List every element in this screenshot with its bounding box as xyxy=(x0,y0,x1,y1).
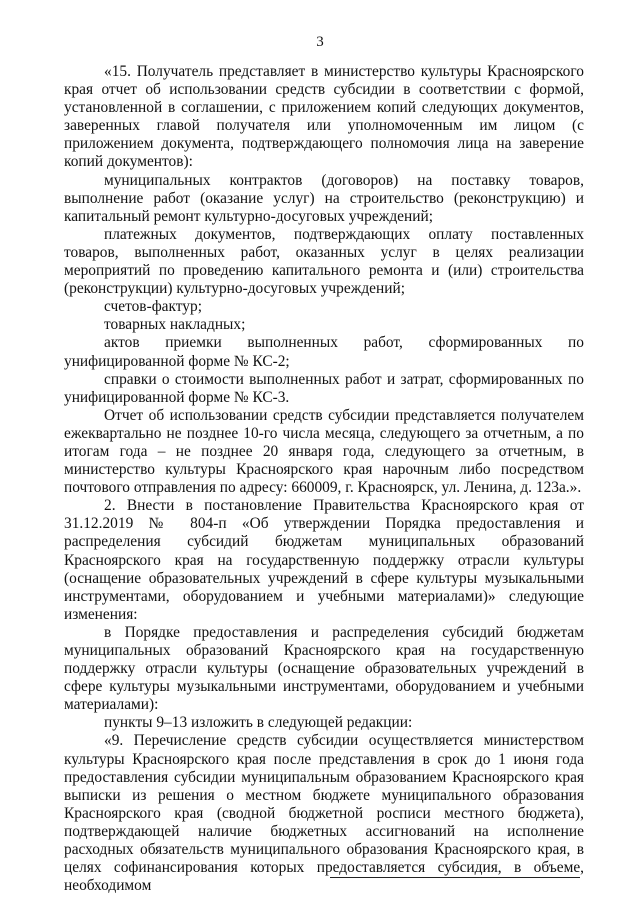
footer-divider xyxy=(330,877,580,878)
paragraph-contracts: муниципальных контрактов (договоров) на поставку товаров, выполнение работ (оказание услуг) на строительство (реконструкцию) и капитальный ремонт культурно-досуговых учреждений; xyxy=(64,171,584,225)
paragraph-acts-ks2: актов приемки выполненных работ, сформированных по унифицированной форме № КС-2; xyxy=(64,334,584,370)
paragraph-item-2: 2. Внести в постановление Правительства Красноярского края от 31.12.2019 № 804-п «Об утверждении Порядка предоставления и распределения субсидий бюджетам муниципальных образований Красноярского края на государственную поддержку отрасли культуры (оснащение образовательных учреждений в сфере культуры музыкальными инструментами, оборудованием и учебными материалами)» следующие изменения: xyxy=(64,497,584,623)
paragraph-item-9: «9. Перечисление средств субсидии осуществляется министерством культуры Красноярского края после представления в срок до 1 июня года предоставления субсидии муниципальным образованием Красноярского края выписки из решения о местном бюджете муниципального образования Красноярского края (сводной бюджетной росписи местного бюджета), подтверждающей наличие бюджетных ассигнований на исполнение расходных обязательств муниципального образования Красноярского края, в целях софинансирования которых предоставляется субсидия, в объеме, необходимом xyxy=(64,732,584,895)
paragraph-points-9-13: пункты 9–13 изложить в следующей редакции: xyxy=(104,714,413,732)
paragraph-report-deadline: Отчет об использовании средств субсидии представляется получателем ежеквартально не позднее 10-го числа месяца, следующего за отчетным, а по итогам года – не позднее 20 января года, следующего за отчетным, в министерство культуры Красноярского края нарочным либо посредством почтового отправления по адресу: 660009, г. Красноярск, ул. Ленина, д. 123а.». xyxy=(64,406,584,497)
page-number: 3 xyxy=(316,34,324,50)
paragraph-certificate-ks3: справки о стоимости выполненных работ и затрат, сформированных по унифицированной форме № КС-3. xyxy=(64,370,584,406)
paragraph-payment-documents: платежных документов, подтверждающих оплату поставленных товаров, выполненных работ, оказанных услуг в целях реализации мероприятий по проведению капитального ремонта и (или) строительства (реконструкции) культурно-досуговых учреждений; xyxy=(64,225,584,298)
paragraph-procedure: в Порядке предоставления и распределения субсидий бюджетам муниципальных образований Красноярского края на государственную поддержку отрасли культуры (оснащение образовательных учреждений в сфере культуры музыкальными инструментами, оборудованием и учебными материалами): xyxy=(64,623,584,714)
paragraph-waybills: товарных накладных; xyxy=(104,316,246,334)
paragraph-invoices: счетов-фактур; xyxy=(104,298,202,316)
document-body xyxy=(64,63,584,895)
paragraph-item-15: «15. Получатель представляет в министерство культуры Красноярского края отчет об использовании средств субсидии в соответствии с формой, установленной в соглашении, с приложением копий следующих документов, заверенных главой получателя или уполномоченным им лицом (с приложением документа, подтверждающего полномочия лица на заверение копий документов): xyxy=(64,63,584,171)
